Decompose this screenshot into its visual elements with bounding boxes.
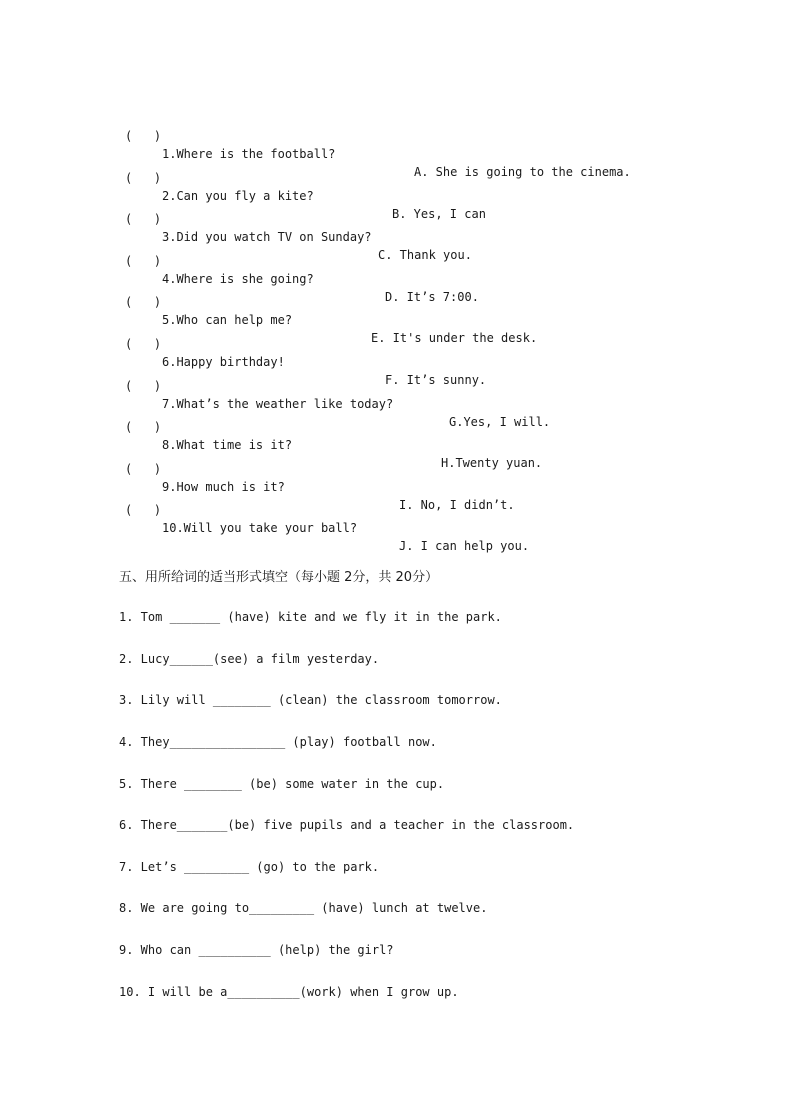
matching-answer: H.Twenty yuan.: [441, 456, 543, 470]
matching-question: 9.How much is it?: [162, 480, 285, 494]
fill-item-3: 3. Lily will ________ (clean) the classroom tomorrow.: [119, 693, 502, 707]
fill-item-8: 8. We are going to_________ (have) lunch at twelve.: [119, 901, 488, 915]
answer-bracket[interactable]: ( ): [125, 129, 162, 143]
matching-question: 5.Who can help me?: [162, 313, 293, 327]
fill-item-6: 6. There_______(be) five pupils and a teacher in the classroom.: [119, 818, 575, 832]
matching-item-1: [125, 109, 631, 179]
matching-question: 2.Can you fly a kite?: [162, 189, 314, 203]
answer-bracket[interactable]: ( ): [125, 379, 162, 393]
fill-item-7: 7. Let’s _________ (go) to the park.: [119, 860, 380, 874]
matching-answer: A. She is going to the cinema.: [414, 165, 631, 179]
matching-question: 1.Where is the football?: [162, 147, 336, 161]
fill-item-5: 5. There ________ (be) some water in the cup.: [119, 777, 445, 791]
answer-bracket[interactable]: ( ): [125, 337, 162, 351]
matching-answer: E. It's under the desk.: [371, 331, 538, 345]
fill-item-4: 4. They________________ (play) football now.: [119, 735, 437, 749]
matching-question: 10.Will you take your ball?: [162, 521, 358, 535]
answer-bracket[interactable]: ( ): [125, 420, 162, 434]
answer-bracket[interactable]: ( ): [125, 503, 162, 517]
matching-question: 3.Did you watch TV on Sunday?: [162, 230, 372, 244]
matching-answer: F. It’s sunny.: [385, 373, 487, 387]
matching-answer: D. It’s 7:00.: [385, 290, 479, 304]
matching-answer: B. Yes, I can: [392, 207, 486, 221]
answer-bracket[interactable]: ( ): [125, 171, 162, 185]
matching-answer: I. No, I didn’t.: [399, 498, 515, 512]
fill-item-10: 10. I will be a__________(work) when I grow up.: [119, 985, 459, 999]
fill-item-2: 2. Lucy______(see) a film yesterday.: [119, 652, 380, 666]
matching-question: 8.What time is it?: [162, 438, 293, 452]
matching-question: 7.What’s the weather like today?: [162, 397, 394, 411]
matching-answer: G.Yes, I will.: [449, 415, 551, 429]
fill-item-9: 9. Who can __________ (help) the girl?: [119, 943, 394, 957]
matching-question: 6.Happy birthday!: [162, 355, 285, 369]
answer-bracket[interactable]: ( ): [125, 462, 162, 476]
section-title: 五、用所给词的适当形式填空（每小题 2分，共 20分）: [119, 570, 439, 585]
matching-question: 4.Where is she going?: [162, 272, 314, 286]
answer-bracket[interactable]: ( ): [125, 254, 162, 268]
fill-item-1: 1. Tom _______ (have) kite and we fly it in the park.: [119, 610, 502, 624]
answer-bracket[interactable]: ( ): [125, 212, 162, 226]
matching-answer: J. I can help you.: [399, 539, 530, 553]
matching-answer: C. Thank you.: [378, 248, 472, 262]
answer-bracket[interactable]: ( ): [125, 295, 162, 309]
